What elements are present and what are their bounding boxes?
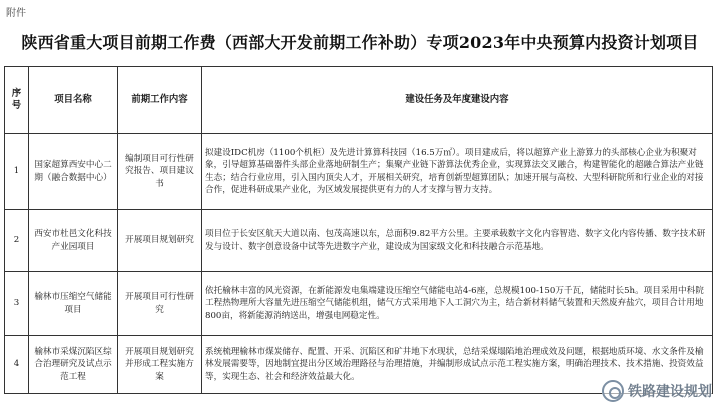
document-title: 陕西省重大项目前期工作费（西部大开发前期工作补助）专项2023年中央预算内投资计划项目 (21, 33, 699, 52)
construction-tasks: 拟建设IDC机房（1100个机柜）及先进计算算科技园（16.5万㎡）。项目建成后，将以超算产业上游算力的头部核心企业为积聚对象，引导超算基础器件头部企业落地研制生产；集聚产业链下游算法优秀企业，实现算法交叉融合，构建智能化的超融合算法产业链生态；结合行业应用，引入国内顶尖人才，开展相关研究，培育创新型超算团队；加速开展与高校、大型科研院所和行业企业的对接合作，促进科研成果产业化，为区域发展提供更有力的人才支撑与智力支持。 (202, 134, 713, 210)
construction-tasks: 依托榆林丰富的风光资源，在新能源发电集端建设压缩空气储能电站4-6座，总规模100-150万千瓦，储能时长5h。项目采用中科院工程热物理所大容量先进压缩空气储能机组，储气方式采用地下人工洞穴为主，结合新材料储气装置和天然废弃盐穴，项目合计用地800亩，将新能源消纳送出，增强电网稳定性。 (202, 272, 713, 336)
row-number: 4 (5, 336, 29, 394)
wechat-channel-icon (602, 380, 624, 402)
header-no: 序号 (5, 67, 29, 134)
header-construction-tasks: 建设任务及年度建设内容 (202, 67, 713, 134)
prework-content: 开展项目规划研究 (118, 210, 202, 272)
construction-tasks: 系统梳理榆林市煤炭储存、配置、开采、沉陷区和矿井地下水现状，总结采煤塌陷地治理成效及问题，根据地质环境、水文条件及榆林发展需要等，因地制宜提出分区域治理路径与治理措施，并编制形成试点示范工程实施方案，明确治理技术、技术措施、投资效益等，实现生态、社会和经济效益最大化。 (202, 336, 713, 394)
project-name: 西安市杜邑文化科技产业园项目 (29, 210, 118, 272)
construction-tasks: 项目位于长安区航天大道以南、包茂高速以东，总面积9.82平方公里。主要承载数字文化内容智造、数字文化内容传播、数字技术研发与设计、数字创意设备中试等先进数字产业，建设成为国家级文化和科技融合示范基地。 (202, 210, 713, 272)
project-name: 榆林市压缩空气储能项目 (29, 272, 118, 336)
row-number: 1 (5, 134, 29, 210)
table-row (5, 210, 713, 272)
project-name: 国家超算西安中心二期（融合数据中心） (29, 134, 118, 210)
prework-content: 开展项目规划研究并形成工程实施方案 (118, 336, 202, 394)
table-row (5, 272, 713, 336)
header-project-name: 项目名称 (29, 67, 118, 134)
watermark-text: 铁路建设规划 (628, 384, 712, 400)
prework-content: 开展项目可行性研究 (118, 272, 202, 336)
header-prework-content: 前期工作内容 (118, 67, 202, 134)
project-table (4, 66, 713, 394)
table-header-row (5, 67, 713, 134)
row-number: 3 (5, 272, 29, 336)
table-row (5, 134, 713, 210)
watermark (602, 380, 712, 402)
prework-content: 编制项目可行性研究报告、项目建议书 (118, 134, 202, 210)
row-number: 2 (5, 210, 29, 272)
project-name: 榆林市采煤沉陷区综合治理研究及试点示范工程 (29, 336, 118, 394)
attachment-label: 附件 (6, 8, 26, 19)
